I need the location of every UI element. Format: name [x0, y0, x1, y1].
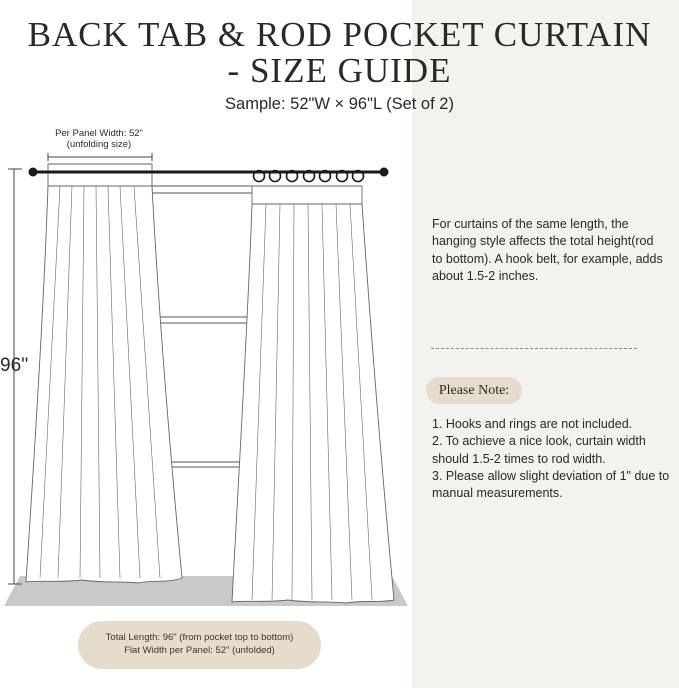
panel-width-label: [38, 128, 160, 150]
height-label: 96'': [0, 355, 29, 376]
panel-width-note: (unfolding size): [66, 139, 132, 150]
right-curtain: [232, 186, 394, 603]
length-summary-badge: [78, 621, 321, 669]
left-curtain: [26, 164, 182, 583]
width-measure-line: [48, 153, 152, 161]
notes-list: [432, 416, 677, 502]
hanging-style-paragraph: For curtains of the same length, the hanging style affects the total height(rod to bottom). A hook belt, for example, adds about 1.5-2 inches.: [432, 217, 663, 283]
please-note-badge: Please Note:: [426, 377, 522, 404]
dashed-divider: [431, 348, 637, 349]
flat-width-text: Flat Width per Panel: 52" (unfolded): [124, 645, 275, 656]
total-length-text: Total Length: 96" (from pocket top to bottom): [105, 632, 294, 643]
sample-size-subtitle: Sample: 52"W × 96"L (Set of 2): [225, 95, 454, 113]
page-title-line2: - SIZE GUIDE: [227, 51, 452, 90]
note-item: 3. Please allow slight deviation of 1" due to manual measurements.: [432, 468, 670, 501]
page-title-line1: BACK TAB & ROD POCKET CURTAIN: [27, 15, 652, 54]
panel-width-text: Per Panel Width: 52": [55, 128, 143, 139]
note-item: 2. To achieve a nice look, curtain width should 1.5-2 times to rod width.: [432, 434, 646, 466]
note-item: 1. Hooks and rings are not included.: [432, 417, 633, 431]
